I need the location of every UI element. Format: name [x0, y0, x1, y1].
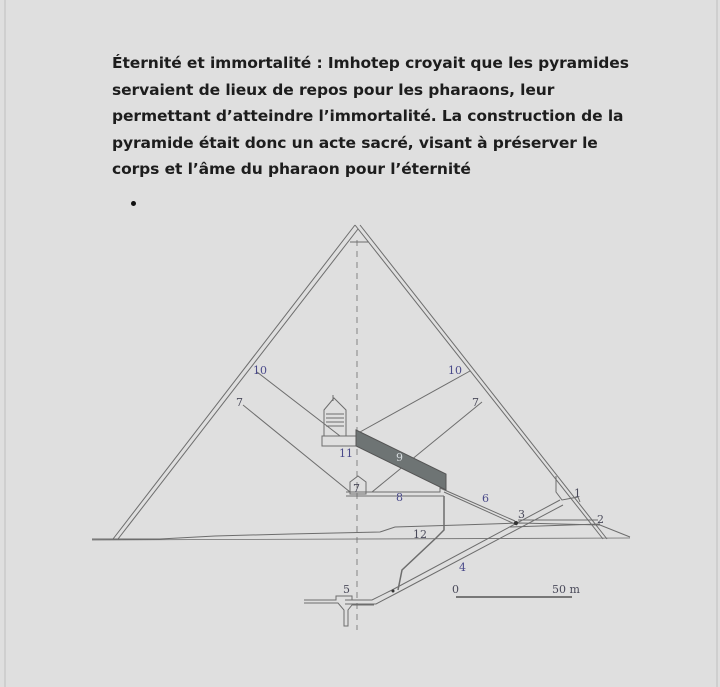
pyramid-left-face [113, 225, 355, 539]
scale-start-label: 0 [452, 583, 459, 596]
ascending-passage-6 [440, 488, 515, 521]
kings-chamber-stack [324, 398, 346, 436]
label-7-left: 7 [236, 396, 243, 409]
well-shaft-12 [398, 496, 444, 590]
paragraph-line: permettant d’atteindre l’immortalité. La construction de la [112, 107, 624, 125]
label-7-chamber: 7 [353, 482, 360, 495]
air-shaft-10-right [360, 371, 470, 432]
label-2: 2 [597, 513, 604, 526]
label-4: 4 [459, 561, 466, 574]
paragraph-line: pyramide était donc un acte sacré, visant à préserver le [112, 133, 598, 152]
horizontal-passage-8 [346, 486, 440, 492]
paragraph-line: corps et l’âme du pharaon pour l’éternité [112, 160, 471, 178]
label-8: 8 [396, 491, 403, 504]
label-6: 6 [482, 492, 489, 505]
scale-end-label: 50 m [552, 583, 580, 596]
label-11: 11 [339, 447, 353, 460]
label-9: 9 [396, 451, 403, 464]
label-7-right: 7 [472, 396, 479, 409]
label-10-left: 10 [253, 364, 267, 377]
label-12: 12 [413, 528, 427, 541]
label-3: 3 [518, 508, 525, 521]
paragraph-line: servaient de lieux de repos pour les pharaons, leur [112, 80, 555, 99]
label-5: 5 [343, 583, 350, 596]
paragraph-line: Éternité et immortalité : Imhotep croyait que les pyramides [112, 54, 629, 72]
label-10-right: 10 [448, 364, 462, 377]
subterranean-chamber-5 [304, 596, 352, 600]
label-1: 1 [574, 487, 581, 500]
